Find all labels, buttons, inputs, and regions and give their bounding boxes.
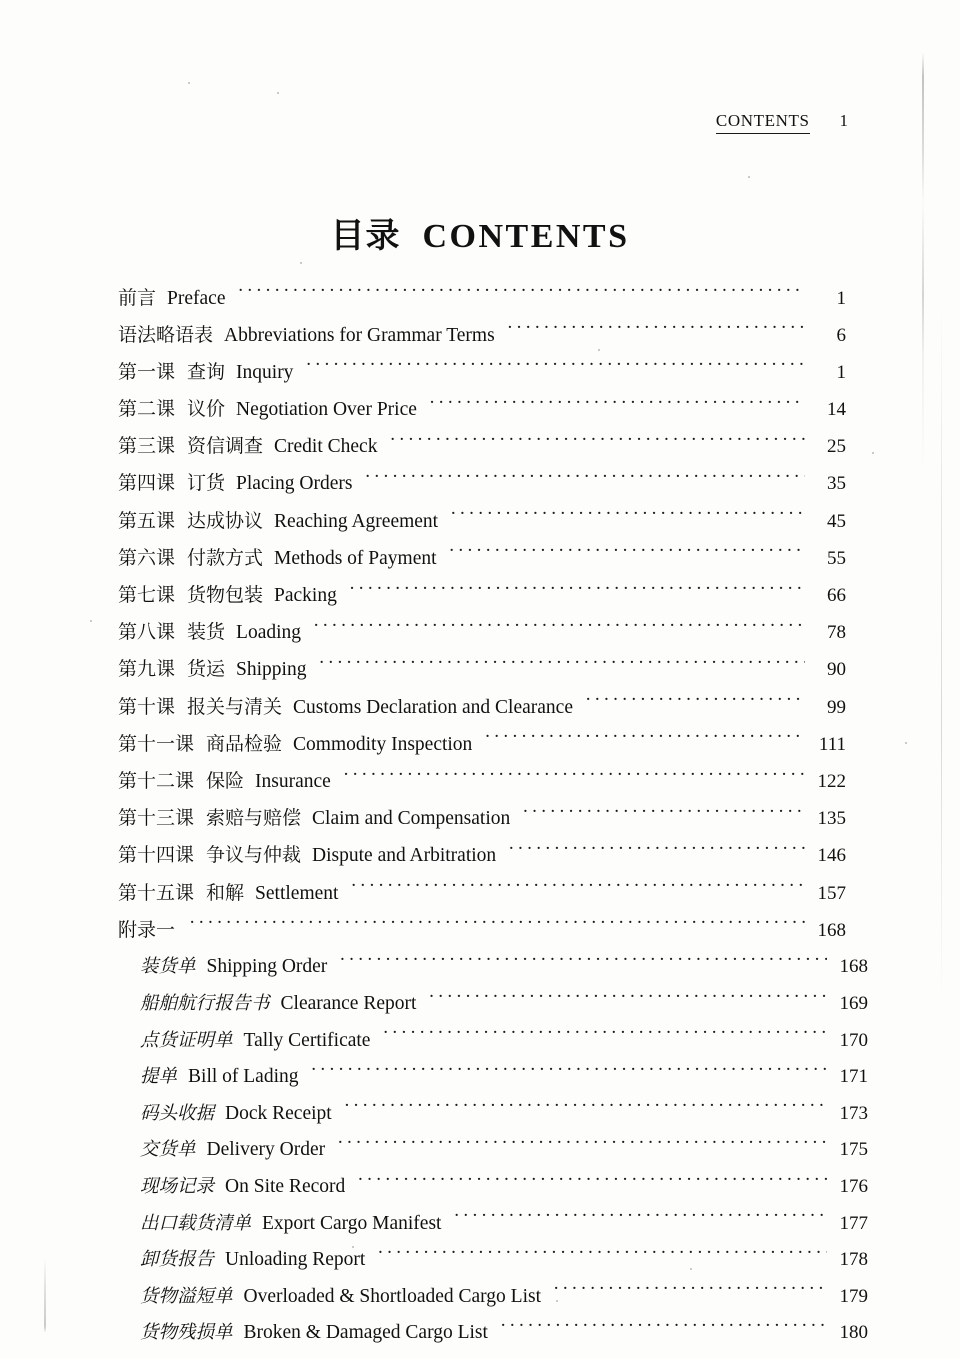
- entry-title-chinese: 交货单: [140, 1139, 196, 1161]
- dot-leader: [189, 916, 805, 936]
- entry-title-chinese: 索赔与赔偿: [206, 807, 302, 830]
- entry-page-number: 168: [817, 919, 846, 941]
- entry-page-number: 168: [839, 956, 868, 978]
- entry-title-english: Bill of Lading: [188, 1066, 299, 1088]
- dot-leader: [344, 1099, 827, 1119]
- scan-speckle: [598, 349, 600, 351]
- entry-title-chinese: 订货: [187, 472, 226, 495]
- dot-leader: [377, 1246, 827, 1266]
- lesson-number: 第五课: [118, 509, 176, 532]
- entry-title-english: Reaching Agreement: [274, 510, 439, 532]
- entry-title-chinese: 货运: [187, 658, 226, 681]
- entry-page-number: 176: [839, 1175, 868, 1197]
- lesson-number: 第八课: [118, 621, 176, 644]
- toc-entry-row[interactable]: [118, 396, 846, 420]
- entry-title-chinese: 查询: [187, 360, 226, 383]
- entry-title-chinese: 保险: [206, 769, 245, 792]
- entry-title-english: Credit Check: [274, 436, 378, 458]
- entry-title-english: Loading: [236, 622, 302, 644]
- toc-entry-row[interactable]: [118, 544, 846, 568]
- entry-title-english: Methods of Payment: [274, 547, 437, 569]
- entry-title-chinese: 商品检验: [206, 732, 283, 755]
- dot-leader: [343, 767, 805, 787]
- dot-leader: [585, 693, 805, 713]
- entry-page-number: 25: [827, 436, 846, 458]
- table-of-contents: [118, 284, 868, 1355]
- scan-speckle: [277, 92, 279, 94]
- entry-title-chinese: 和解: [206, 881, 245, 904]
- lesson-number: 第十二课: [118, 769, 195, 792]
- scan-speckle: [352, 1246, 354, 1248]
- running-header-page-number: 1: [839, 111, 848, 130]
- entry-title-chinese: 货物包装: [187, 584, 264, 606]
- dot-leader: [305, 358, 805, 378]
- entry-page-number: 90: [827, 659, 846, 681]
- appendix-entry-row[interactable]: [118, 1026, 868, 1050]
- entry-page-number: 173: [839, 1102, 868, 1124]
- entry-page-number: 146: [817, 845, 846, 867]
- entry-title-english: Customs Declaration and Clearance: [293, 696, 573, 718]
- entry-title-chinese: 提单: [140, 1066, 178, 1088]
- entry-page-number: 35: [827, 473, 846, 495]
- toc-entry-row[interactable]: [118, 916, 846, 940]
- toc-entry-row[interactable]: [118, 582, 846, 606]
- entry-title-chinese: 点货证明单: [140, 1029, 233, 1051]
- page-title-chinese: 目录: [330, 216, 401, 256]
- entry-title-chinese: 附录一: [118, 918, 176, 941]
- dot-leader: [553, 1282, 827, 1302]
- page-title-english: CONTENTS: [422, 218, 630, 255]
- dot-leader: [313, 619, 805, 639]
- lesson-number: 第六课: [118, 546, 176, 569]
- page-edge-shadow-artifact-secondary: [941, 300, 942, 1000]
- dot-leader: [349, 582, 805, 602]
- entry-title-chinese: 前言: [118, 286, 157, 309]
- dot-leader: [382, 1026, 827, 1046]
- lesson-number: 第二课: [118, 398, 176, 421]
- scan-speckle: [748, 176, 750, 178]
- running-header: [716, 112, 848, 134]
- toc-entry-row[interactable]: [118, 321, 846, 345]
- entry-title-english: On Site Record: [225, 1175, 346, 1197]
- entry-title-chinese: 争议与仲裁: [206, 844, 302, 867]
- entry-title-english: Overloaded & Shortloaded Cargo List: [243, 1285, 542, 1307]
- lesson-number: 第十五课: [118, 881, 195, 904]
- lesson-number: 第十三课: [118, 807, 195, 830]
- lesson-number: 第七课: [118, 584, 176, 606]
- entry-title-english: Preface: [167, 287, 226, 309]
- page-edge-shadow-artifact: [922, 52, 924, 472]
- entry-title-english: Inquiry: [236, 361, 294, 383]
- entry-title-english: Abbreviations for Grammar Terms: [224, 324, 495, 346]
- entry-page-number: 175: [839, 1139, 868, 1161]
- appendix-entry-row[interactable]: [118, 1063, 868, 1087]
- entry-page-number: 171: [839, 1066, 868, 1088]
- toc-entry-row[interactable]: [118, 730, 846, 754]
- dot-leader: [429, 396, 805, 416]
- entry-page-number: 1: [836, 287, 846, 309]
- toc-entry-row[interactable]: [118, 879, 846, 903]
- entry-title-chinese: 语法略语表: [118, 323, 214, 346]
- lesson-number: 第四课: [118, 472, 176, 495]
- dot-leader: [484, 730, 805, 750]
- entry-title-english: Shipping: [236, 659, 307, 681]
- lesson-number: 第十课: [118, 695, 176, 718]
- entry-page-number: 135: [817, 808, 846, 830]
- entry-page-number: 170: [839, 1029, 868, 1051]
- entry-title-chinese: 达成协议: [187, 509, 264, 532]
- lesson-number: 第一课: [118, 360, 176, 383]
- toc-entry-row[interactable]: [118, 842, 846, 866]
- appendix-entry-row[interactable]: [118, 953, 868, 977]
- entry-title-english: Clearance Report: [280, 992, 417, 1014]
- scan-speckle: [188, 82, 190, 84]
- entry-title-chinese: 报关与清关: [187, 695, 283, 718]
- toc-entry-row[interactable]: [118, 767, 846, 791]
- lesson-number: 第十一课: [118, 732, 195, 755]
- dot-leader: [428, 989, 827, 1009]
- entry-title-english: Claim and Compensation: [312, 808, 511, 830]
- dot-leader: [449, 544, 805, 564]
- appendix-entry-row[interactable]: [118, 1172, 868, 1196]
- entry-page-number: 66: [827, 585, 846, 606]
- entry-page-number: 45: [827, 510, 846, 532]
- entry-page-number: 55: [827, 547, 846, 569]
- entry-page-number: 179: [839, 1285, 868, 1307]
- dot-leader: [318, 656, 805, 676]
- entry-title-chinese: 资信调查: [187, 435, 264, 458]
- appendix-entry-row[interactable]: [118, 1282, 868, 1306]
- toc-entry-row[interactable]: [118, 470, 846, 494]
- dot-leader: [522, 805, 805, 825]
- entry-title-chinese: 装货: [187, 621, 226, 644]
- appendix-entry-row[interactable]: [118, 1099, 868, 1123]
- entry-title-english: Insurance: [255, 770, 331, 792]
- running-header-label: CONTENTS: [716, 112, 810, 134]
- scan-speckle: [556, 1300, 558, 1302]
- entry-page-number: 111: [818, 733, 846, 755]
- entry-title-chinese: 货物溢短单: [140, 1285, 233, 1307]
- appendix-entry-row[interactable]: [118, 989, 868, 1013]
- entry-title-english: Commodity Inspection: [293, 733, 473, 755]
- entry-page-number: 122: [817, 770, 846, 792]
- entry-title-chinese: 码头收据: [140, 1102, 215, 1124]
- toc-entry-row[interactable]: [118, 507, 846, 531]
- entry-title-english: Dispute and Arbitration: [312, 845, 497, 867]
- toc-entry-row[interactable]: [118, 358, 846, 382]
- entry-page-number: 178: [839, 1249, 868, 1271]
- entry-title-english: Settlement: [255, 882, 339, 904]
- scan-speckle: [300, 262, 302, 264]
- dot-leader: [357, 1172, 827, 1192]
- entry-page-number: 1: [836, 361, 846, 383]
- entry-page-number: 14: [827, 399, 846, 421]
- entry-title-english: Dock Receipt: [225, 1102, 332, 1124]
- toc-entry-row[interactable]: [118, 284, 846, 308]
- entry-page-number: 177: [839, 1212, 868, 1234]
- entry-title-chinese: 议价: [187, 398, 226, 421]
- toc-entry-row[interactable]: [118, 805, 846, 829]
- entry-page-number: 169: [839, 992, 868, 1014]
- entry-title-chinese: 货物残损单: [140, 1322, 233, 1344]
- dot-leader: [500, 1319, 827, 1339]
- entry-title-chinese: 现场记录: [140, 1175, 215, 1197]
- entry-title-english: Delivery Order: [206, 1139, 326, 1161]
- lesson-number: 第三课: [118, 435, 176, 458]
- entry-title-english: Unloading Report: [225, 1249, 366, 1271]
- entry-page-number: 180: [839, 1322, 868, 1344]
- entry-page-number: 78: [827, 622, 846, 644]
- scan-speckle: [872, 452, 874, 454]
- binding-edge-artifact: [44, 1258, 46, 1332]
- dot-leader: [507, 321, 805, 341]
- dot-leader: [237, 284, 805, 304]
- entry-page-number: 6: [836, 324, 846, 346]
- entry-title-english: Export Cargo Manifest: [262, 1212, 442, 1234]
- entry-title-chinese: 卸货报告: [140, 1249, 215, 1271]
- scan-speckle: [905, 742, 907, 744]
- appendix-entry-row[interactable]: [118, 1319, 868, 1343]
- scan-speckle: [90, 620, 92, 622]
- entry-title-english: Shipping Order: [206, 956, 328, 978]
- entry-title-chinese: 船舶航行报告书: [140, 992, 270, 1014]
- dot-leader: [453, 1209, 827, 1229]
- lesson-number: 第十四课: [118, 844, 195, 867]
- entry-title-english: Packing: [274, 585, 337, 606]
- toc-entry-row[interactable]: [118, 433, 846, 457]
- scan-speckle: [690, 1268, 692, 1270]
- lesson-number: 第九课: [118, 658, 176, 681]
- entry-title-chinese: 装货单: [140, 956, 196, 978]
- dot-leader: [339, 953, 827, 973]
- dot-leader: [364, 470, 805, 490]
- entry-title-english: Broken & Damaged Cargo List: [243, 1322, 488, 1344]
- toc-entry-row[interactable]: [118, 693, 846, 717]
- appendix-entry-row[interactable]: [118, 1246, 868, 1270]
- dot-leader: [350, 879, 805, 899]
- entry-title-chinese: 付款方式: [187, 546, 264, 569]
- dot-leader: [389, 433, 805, 453]
- toc-entry-row[interactable]: [118, 619, 846, 643]
- dot-leader: [450, 507, 805, 527]
- dot-leader: [508, 842, 805, 862]
- page-title: [0, 208, 960, 257]
- dot-leader: [311, 1063, 827, 1083]
- toc-entry-row[interactable]: [118, 656, 846, 680]
- entry-title-chinese: 出口载货清单: [140, 1212, 252, 1234]
- entry-title-english: Negotiation Over Price: [236, 399, 417, 421]
- dot-leader: [337, 1136, 827, 1156]
- entry-title-english: Placing Orders: [236, 473, 353, 495]
- appendix-entry-row[interactable]: [118, 1209, 868, 1233]
- entry-page-number: 99: [827, 696, 846, 718]
- entry-title-english: Tally Certificate: [243, 1029, 371, 1051]
- entry-page-number: 157: [817, 882, 846, 904]
- appendix-entry-row[interactable]: [118, 1136, 868, 1160]
